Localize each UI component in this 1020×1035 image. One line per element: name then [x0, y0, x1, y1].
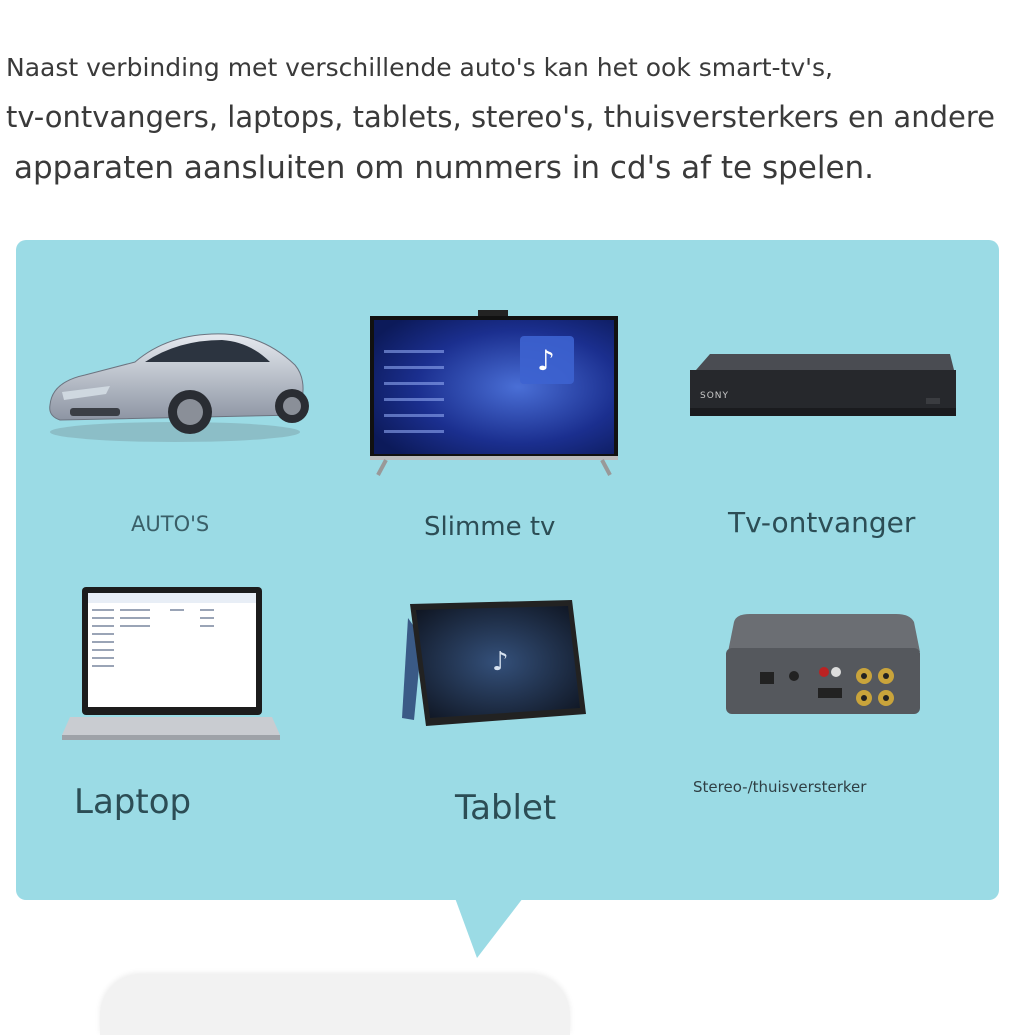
svg-text:♪: ♪: [492, 647, 509, 677]
speech-pointer: [455, 898, 523, 958]
intro-line-3: apparaten aansluiten om nummers in cd's af te spelen.: [14, 150, 875, 186]
label-laptop: Laptop: [74, 782, 192, 822]
receiver-icon: [688, 348, 958, 420]
label-tv-receiver: Tv-ontvanger: [728, 506, 916, 539]
receiver-brand: SONY: [700, 391, 730, 401]
tv-icon: [368, 310, 620, 480]
intro-line-1: Naast verbinding met verschillende auto's kan het ook smart-tv's,: [6, 53, 834, 82]
intro-line-2: tv-ontvangers, laptops, tablets, stereo's, thuisversterkers en andere: [6, 100, 995, 134]
tablet-icon: [400, 598, 588, 738]
label-smart-tv: Slimme tv: [424, 512, 556, 542]
car-icon: [40, 320, 310, 450]
laptop-icon: [60, 585, 282, 745]
label-amplifier: Stereo-/thuisversterker: [693, 778, 867, 796]
svg-text:♪: ♪: [537, 344, 555, 377]
amplifier-icon: [724, 612, 922, 718]
label-cars: AUTO'S: [131, 512, 210, 536]
player-base: [100, 975, 570, 1035]
label-tablet: Tablet: [455, 788, 557, 828]
